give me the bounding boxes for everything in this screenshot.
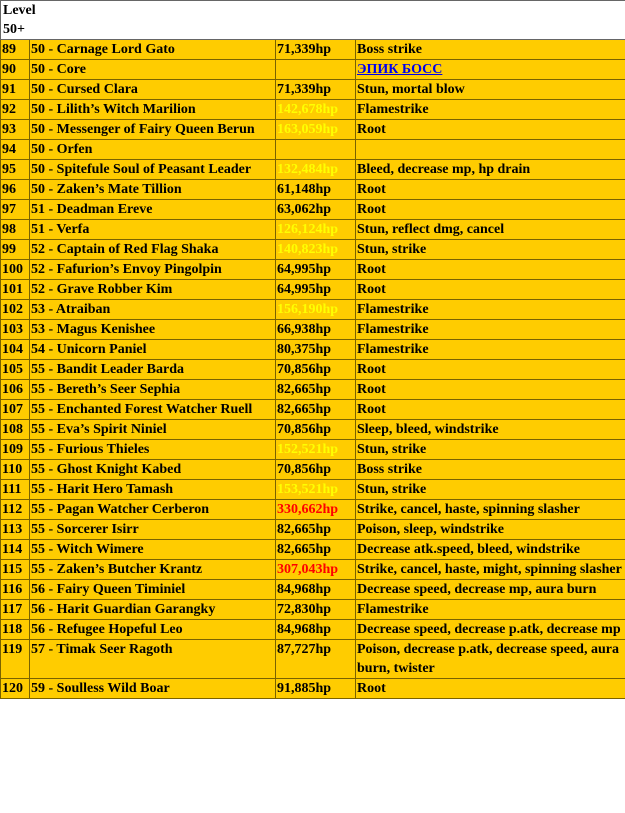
boss-skills: Flamestrike bbox=[356, 100, 625, 120]
boss-hp: 132,484hp bbox=[276, 160, 356, 180]
table-row bbox=[1, 460, 625, 480]
table-row bbox=[1, 300, 625, 320]
boss-skills: Strike, cancel, haste, might, spinning slasher bbox=[356, 560, 625, 580]
boss-name: 53 - Atraiban bbox=[30, 300, 276, 320]
row-number: 113 bbox=[1, 520, 30, 540]
table-row bbox=[1, 360, 625, 380]
row-number: 114 bbox=[1, 540, 30, 560]
boss-name: 55 - Witch Wimere bbox=[30, 540, 276, 560]
boss-skills: Boss strike bbox=[356, 460, 625, 480]
boss-name: 55 - Bereth’s Seer Sephia bbox=[30, 380, 276, 400]
boss-hp: 140,823hp bbox=[276, 240, 356, 260]
table-row bbox=[1, 80, 625, 100]
boss-skills: Root bbox=[356, 380, 625, 400]
row-number: 107 bbox=[1, 400, 30, 420]
boss-name: 52 - Grave Robber Kim bbox=[30, 280, 276, 300]
boss-name: 55 - Eva’s Spirit Niniel bbox=[30, 420, 276, 440]
boss-skills: Flamestrike bbox=[356, 340, 625, 360]
boss-hp: 82,665hp bbox=[276, 400, 356, 420]
boss-hp: 307,043hp bbox=[276, 560, 356, 580]
boss-name: 55 - Ghost Knight Kabed bbox=[30, 460, 276, 480]
boss-name: 50 - Spitefule Soul of Peasant Leader bbox=[30, 160, 276, 180]
boss-skills: Strike, cancel, haste, spinning slasher bbox=[356, 500, 625, 520]
boss-name: 55 - Pagan Watcher Cerberon bbox=[30, 500, 276, 520]
boss-hp: 84,968hp bbox=[276, 580, 356, 600]
boss-name: 53 - Magus Kenishee bbox=[30, 320, 276, 340]
row-number: 96 bbox=[1, 180, 30, 200]
boss-skills: Root bbox=[356, 200, 625, 220]
boss-name: 56 - Fairy Queen Timiniel bbox=[30, 580, 276, 600]
boss-name: 57 - Timak Seer Ragoth bbox=[30, 640, 276, 679]
boss-hp: 61,148hp bbox=[276, 180, 356, 200]
row-number: 102 bbox=[1, 300, 30, 320]
boss-hp: 142,678hp bbox=[276, 100, 356, 120]
boss-skills: Root bbox=[356, 260, 625, 280]
table-row bbox=[1, 600, 625, 620]
boss-skills: Root bbox=[356, 679, 625, 699]
boss-skills: Decrease speed, decrease p.atk, decrease mp bbox=[356, 620, 625, 640]
boss-hp: 330,662hp bbox=[276, 500, 356, 520]
row-number: 101 bbox=[1, 280, 30, 300]
row-number: 120 bbox=[1, 679, 30, 699]
boss-skills: Decrease speed, decrease mp, aura burn bbox=[356, 580, 625, 600]
row-number: 94 bbox=[1, 140, 30, 160]
boss-name: 55 - Enchanted Forest Watcher Ruell bbox=[30, 400, 276, 420]
row-number: 115 bbox=[1, 560, 30, 580]
boss-hp: 126,124hp bbox=[276, 220, 356, 240]
boss-skills: Root bbox=[356, 180, 625, 200]
boss-skills: Root bbox=[356, 360, 625, 380]
boss-name: 51 - Verfa bbox=[30, 220, 276, 240]
boss-skills: Root bbox=[356, 120, 625, 140]
row-number: 99 bbox=[1, 240, 30, 260]
table-row bbox=[1, 60, 625, 80]
row-number: 110 bbox=[1, 460, 30, 480]
table-row bbox=[1, 620, 625, 640]
row-number: 95 bbox=[1, 160, 30, 180]
table-row bbox=[1, 200, 625, 220]
boss-name: 55 - Furious Thieles bbox=[30, 440, 276, 460]
boss-skills: Stun, mortal blow bbox=[356, 80, 625, 100]
level-header-cell bbox=[1, 1, 625, 40]
boss-name: 54 - Unicorn Paniel bbox=[30, 340, 276, 360]
boss-hp: 66,938hp bbox=[276, 320, 356, 340]
table-row bbox=[1, 480, 625, 500]
table-row bbox=[1, 160, 625, 180]
boss-hp: 163,059hp bbox=[276, 120, 356, 140]
table-row bbox=[1, 440, 625, 460]
boss-skills: Poison, sleep, windstrike bbox=[356, 520, 625, 540]
boss-name: 52 - Fafurion’s Envoy Pingolpin bbox=[30, 260, 276, 280]
level-header-title: Level bbox=[3, 3, 36, 18]
row-number: 118 bbox=[1, 620, 30, 640]
table-row bbox=[1, 400, 625, 420]
row-number: 100 bbox=[1, 260, 30, 280]
boss-hp: 91,885hp bbox=[276, 679, 356, 699]
table-row bbox=[1, 679, 625, 699]
boss-skills: Flamestrike bbox=[356, 600, 625, 620]
boss-name: 55 - Bandit Leader Barda bbox=[30, 360, 276, 380]
boss-hp: 71,339hp bbox=[276, 80, 356, 100]
boss-hp: 82,665hp bbox=[276, 520, 356, 540]
boss-hp: 71,339hp bbox=[276, 40, 356, 60]
row-number: 97 bbox=[1, 200, 30, 220]
table-row bbox=[1, 180, 625, 200]
row-number: 103 bbox=[1, 320, 30, 340]
table-row bbox=[1, 500, 625, 520]
boss-hp: 80,375hp bbox=[276, 340, 356, 360]
table-row bbox=[1, 220, 625, 240]
boss-skills: Stun, strike bbox=[356, 480, 625, 500]
boss-name: 56 - Refugee Hopeful Leo bbox=[30, 620, 276, 640]
boss-skills: Root bbox=[356, 280, 625, 300]
boss-skills: Flamestrike bbox=[356, 300, 625, 320]
table-row bbox=[1, 120, 625, 140]
boss-skills: Stun, strike bbox=[356, 440, 625, 460]
table-row bbox=[1, 560, 625, 580]
boss-hp: 156,190hp bbox=[276, 300, 356, 320]
boss-skills: Bleed, decrease mp, hp drain bbox=[356, 160, 625, 180]
table-row bbox=[1, 540, 625, 560]
boss-name: 56 - Harit Guardian Garangky bbox=[30, 600, 276, 620]
boss-hp: 72,830hp bbox=[276, 600, 356, 620]
boss-hp: 64,995hp bbox=[276, 260, 356, 280]
boss-hp: 70,856hp bbox=[276, 420, 356, 440]
row-number: 93 bbox=[1, 120, 30, 140]
boss-hp: 87,727hp bbox=[276, 640, 356, 679]
boss-hp: 82,665hp bbox=[276, 380, 356, 400]
table-row bbox=[1, 140, 625, 160]
boss-hp: 70,856hp bbox=[276, 460, 356, 480]
boss-name: 52 - Captain of Red Flag Shaka bbox=[30, 240, 276, 260]
table-row bbox=[1, 280, 625, 300]
row-number: 105 bbox=[1, 360, 30, 380]
boss-name: 50 - Orfen bbox=[30, 140, 276, 160]
boss-name: 55 - Sorcerer Isirr bbox=[30, 520, 276, 540]
row-number: 98 bbox=[1, 220, 30, 240]
table-row bbox=[1, 640, 625, 679]
row-number: 104 bbox=[1, 340, 30, 360]
boss-name: 50 - Lilith’s Witch Marilion bbox=[30, 100, 276, 120]
epic-boss-link[interactable]: ЭПИК БОСС bbox=[357, 62, 443, 77]
boss-skills bbox=[356, 140, 625, 160]
boss-hp: 70,856hp bbox=[276, 360, 356, 380]
boss-skills: Sleep, bleed, windstrike bbox=[356, 420, 625, 440]
boss-hp: 84,968hp bbox=[276, 620, 356, 640]
boss-hp: 63,062hp bbox=[276, 200, 356, 220]
boss-hp bbox=[276, 60, 356, 80]
table-row bbox=[1, 40, 625, 60]
row-number: 91 bbox=[1, 80, 30, 100]
row-number: 112 bbox=[1, 500, 30, 520]
level-header-range: 50+ bbox=[3, 22, 25, 37]
table-row bbox=[1, 580, 625, 600]
row-number: 106 bbox=[1, 380, 30, 400]
table-row bbox=[1, 260, 625, 280]
boss-skills: Decrease atk.speed, bleed, windstrike bbox=[356, 540, 625, 560]
boss-name: 55 - Harit Hero Tamash bbox=[30, 480, 276, 500]
boss-name: 50 - Cursed Clara bbox=[30, 80, 276, 100]
boss-name: 50 - Zaken’s Mate Tillion bbox=[30, 180, 276, 200]
table-row bbox=[1, 100, 625, 120]
row-number: 116 bbox=[1, 580, 30, 600]
boss-name: 51 - Deadman Ereve bbox=[30, 200, 276, 220]
row-number: 108 bbox=[1, 420, 30, 440]
table-row bbox=[1, 340, 625, 360]
boss-hp: 82,665hp bbox=[276, 540, 356, 560]
row-number: 90 bbox=[1, 60, 30, 80]
table-row bbox=[1, 420, 625, 440]
table-row bbox=[1, 380, 625, 400]
row-number: 117 bbox=[1, 600, 30, 620]
table-row bbox=[1, 520, 625, 540]
table-row bbox=[1, 320, 625, 340]
boss-hp: 64,995hp bbox=[276, 280, 356, 300]
boss-skills: Flamestrike bbox=[356, 320, 625, 340]
boss-name: 50 - Core bbox=[30, 60, 276, 80]
row-number: 89 bbox=[1, 40, 30, 60]
row-number: 92 bbox=[1, 100, 30, 120]
row-number: 119 bbox=[1, 640, 30, 679]
row-number: 111 bbox=[1, 480, 30, 500]
row-number: 109 bbox=[1, 440, 30, 460]
boss-name: 59 - Soulless Wild Boar bbox=[30, 679, 276, 699]
boss-name: 50 - Carnage Lord Gato bbox=[30, 40, 276, 60]
boss-hp: 153,521hp bbox=[276, 480, 356, 500]
boss-skills: Poison, decrease p.atk, decrease speed, aura burn, twister bbox=[356, 640, 625, 679]
boss-skills: Root bbox=[356, 400, 625, 420]
boss-skills bbox=[356, 60, 625, 80]
table-header bbox=[1, 1, 625, 40]
boss-name: 55 - Zaken’s Butcher Krantz bbox=[30, 560, 276, 580]
boss-skills: Boss strike bbox=[356, 40, 625, 60]
table-row bbox=[1, 240, 625, 260]
boss-name: 50 - Messenger of Fairy Queen Berun bbox=[30, 120, 276, 140]
boss-hp: 152,521hp bbox=[276, 440, 356, 460]
boss-skills: Stun, reflect dmg, cancel bbox=[356, 220, 625, 240]
boss-skills: Stun, strike bbox=[356, 240, 625, 260]
boss-hp bbox=[276, 140, 356, 160]
